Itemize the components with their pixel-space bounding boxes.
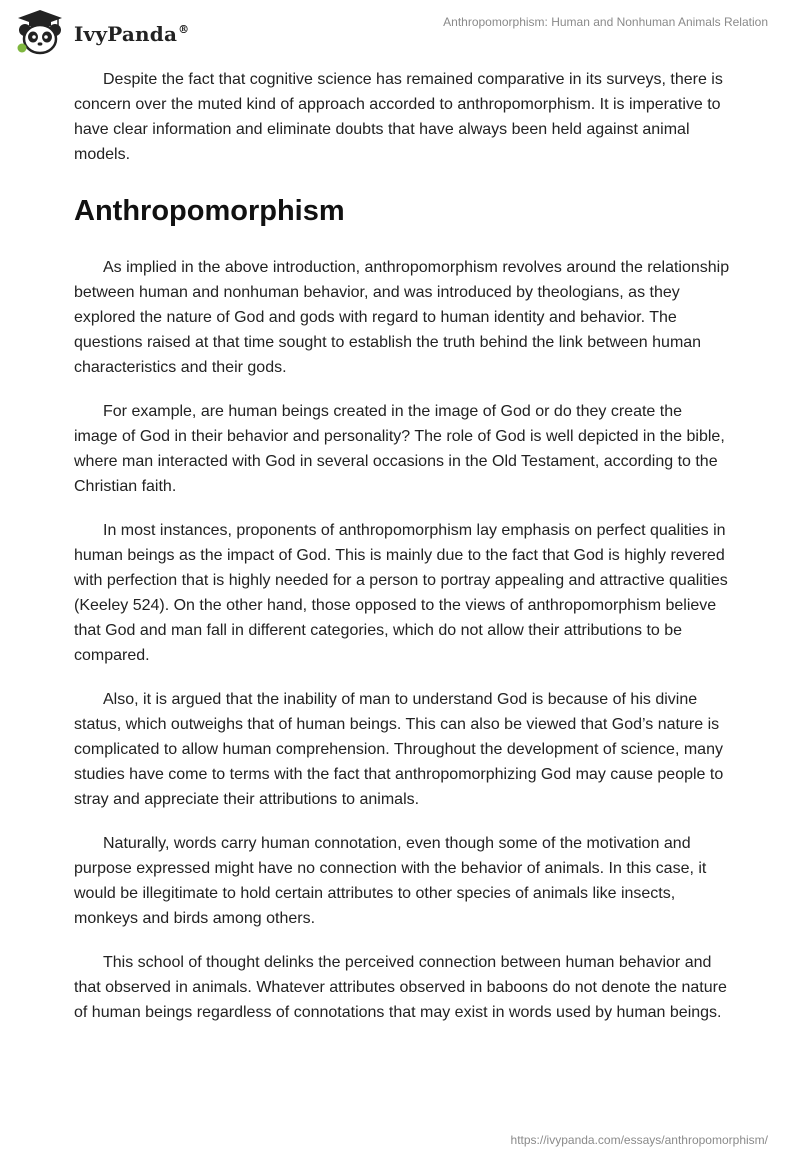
- page-header: [0, 0, 800, 70]
- section-heading: Anthropomorphism: [74, 195, 345, 227]
- essay-body: [74, 67, 730, 1044]
- body-paragraph: Naturally, words carry human connotation, even though some of the motivation and purpose expressed might have no connection with the behavior of animals. In this case, it would be illegitimate to hold certain attributes to other species of animals like insects, monkeys and birds among others.: [74, 835, 707, 927]
- body-paragraph: As implied in the above introduction, anthropomorphism revolves around the relationship between human and nonhuman behavior, and was introduced by theologians, as they explored the nature of God and gods with regard to human identity and behavior. The questions raised at that time sought to establish the truth behind the link between human characteristics and their gods.: [74, 259, 730, 376]
- source-url-link[interactable]: https://ivypanda.com/essays/anthropomorphism/: [510, 1133, 768, 1147]
- body-paragraph: Also, it is argued that the inability of man to understand God is because of his divine status, which outweighs that of human beings. This can also be viewed that God’s nature is complicated to allow human comprehension. Throughout the development of science, many studies have come to terms with the fact that anthropomorphizing God may cause people to stray and appreciate their attributions to animals.: [74, 691, 724, 808]
- panda-graduate-icon: [14, 8, 66, 56]
- essay-title: Anthropomorphism: Human and Nonhuman Animals Relation: [443, 15, 768, 29]
- body-paragraph: In most instances, proponents of anthropomorphism lay emphasis on perfect qualities in human beings as the impact of God. This is mainly due to the fact that God is highly revered with perfection that is highly needed for a person to portray appealing and attractive qualities (Keeley 524). On the other hand, those opposed to the views of anthropomorphism believe that God and man fall in different categories, which do not allow their attributions to be compared.: [74, 522, 728, 664]
- body-paragraph: For example, are human beings created in the image of God or do they create the image of God in their behavior and personality? The role of God is well depicted in the bible, where man interacted with God in several occasions in the Old Testament, according to the Christian faith.: [74, 403, 725, 495]
- intro-paragraph: Despite the fact that cognitive science has remained comparative in its surveys, there is concern over the muted kind of approach accorded to anthropomorphism. It is imperative to have clear information and eliminate doubts that have always been held against animal models.: [74, 71, 723, 163]
- brand-name: IvyPanda®: [74, 22, 190, 46]
- brand-logo[interactable]: [14, 8, 189, 56]
- body-paragraph: This school of thought delinks the perceived connection between human behavior and that observed in animals. Whatever attributes observed in baboons do not denote the nature of human beings regardless of connotations that may exist in words used by human beings.: [74, 954, 727, 1021]
